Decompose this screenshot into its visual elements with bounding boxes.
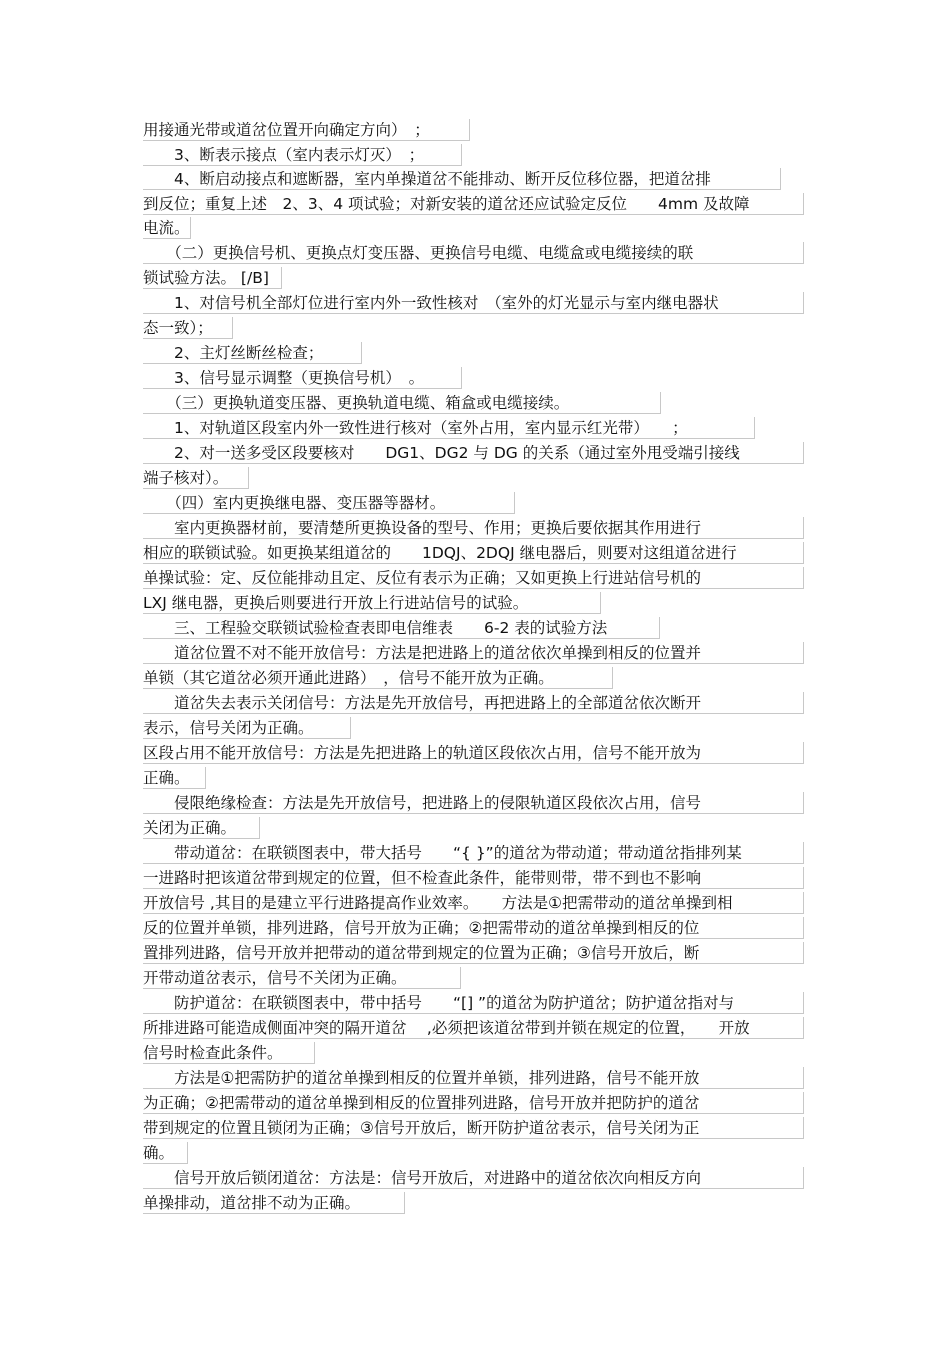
text-line: 到反位；重复上述 2、3、4 项试验；对新安装的道岔还应试验定反位 4mm 及故障 <box>143 193 804 215</box>
text-line: 关闭为正确。 <box>143 817 260 839</box>
text-line: 1、对轨道区段室内外一致性进行核对（室外占用，室内显示红光带） ； <box>143 417 755 439</box>
text-line: 1、对信号机全部灯位进行室内外一致性核对 （室外的灯光显示与室内继电器状 <box>143 292 804 314</box>
text-line: 正确。 <box>143 767 206 789</box>
text-line: 端子核对）。 <box>143 467 249 489</box>
text-line: 单锁（其它道岔必须开通此进路） ，信号不能开放为正确。 <box>143 667 613 689</box>
text-line: 2、对一送多受区段要核对 DG1、DG2 与 DG 的关系（通过室外甩受端引接线 <box>143 442 804 464</box>
text-line: 3、信号显示调整（更换信号机） 。 <box>143 367 462 389</box>
text-line: 单操排动，道岔排不动为正确。 <box>143 1192 405 1214</box>
text-line: 置排列进路，信号开放并把带动的道岔带到规定的位置为正确；③信号开放后，断 <box>143 942 804 964</box>
text-line: 2、主灯丝断丝检查； <box>143 342 362 364</box>
text-line: 道岔失去表示关闭信号：方法是先开放信号，再把进路上的全部道岔依次断开 <box>143 692 804 714</box>
text-line: 一进路时把该道岔带到规定的位置，但不检查此条件，能带则带，带不到也不影响 <box>143 867 804 889</box>
text-line: 信号时检查此条件。 <box>143 1042 315 1064</box>
text-line: 开带动道岔表示，信号不关闭为正确。 <box>143 967 461 989</box>
text-line: 确。 <box>143 1142 188 1164</box>
text-line: 带动道岔：在联锁图表中，带大括号 “{ }”的道岔为带动道；带动道岔指排列某 <box>143 842 804 864</box>
text-line: 锁试验方法。 [/B] <box>143 267 282 289</box>
text-line: LXJ 继电器，更换后则要进行开放上行进站信号的试验。 <box>143 592 601 614</box>
text-line: 用接通光带或道岔位置开向确定方向） ； <box>143 119 470 141</box>
text-line: 方法是①把需防护的道岔单操到相反的位置并单锁，排列进路，信号不能开放 <box>143 1067 804 1089</box>
text-line: 3、断表示接点（室内表示灯灭） ； <box>143 144 462 166</box>
text-line: 侵限绝缘检查：方法是先开放信号，把进路上的侵限轨道区段依次占用，信号 <box>143 792 804 814</box>
text-line: （四）室内更换继电器、变压器等器材。 <box>143 492 515 514</box>
text-line: 为正确；②把需带动的道岔单操到相反的位置排列进路，信号开放并把防护的道岔 <box>143 1092 804 1114</box>
text-line: 电流。 <box>143 219 190 237</box>
text-line: 带到规定的位置且锁闭为正确；③信号开放后，断开防护道岔表示，信号关闭为正 <box>143 1117 804 1139</box>
text-line: 态一致）； <box>143 317 233 339</box>
text-line: 信号开放后锁闭道岔：方法是：信号开放后，对进路中的道岔依次向相反方向 <box>143 1167 804 1189</box>
text-line: 开放信号 ,其目的是建立平行进路提高作业效率。 方法是①把需带动的道岔单操到相 <box>143 892 804 914</box>
text-line: 单操试验：定、反位能排动且定、反位有表示为正确；又如更换上行进站信号机的 <box>143 567 804 589</box>
text-line: 表示，信号关闭为正确。 <box>143 717 351 739</box>
text-line: （三）更换轨道变压器、更换轨道电缆、箱盒或电缆接续。 <box>143 392 661 414</box>
text-line: 所排进路可能造成侧面冲突的隔开道岔 ,必须把该道岔带到并锁在规定的位置， 开放 <box>143 1017 804 1039</box>
text-line: （二）更换信号机、更换点灯变压器、更换信号电缆、电缆盒或电缆接续的联 <box>143 242 804 264</box>
text-line: 防护道岔：在联锁图表中，带中括号 “[] ”的道岔为防护道岔；防护道岔指对与 <box>143 992 804 1014</box>
text-line: 室内更换器材前，要清楚所更换设备的型号、作用；更换后要依据其作用进行 <box>143 517 804 539</box>
text-line: 三、工程验交联锁试验检查表即电信维表 6-2 表的试验方法 <box>143 617 660 639</box>
text-line: 相应的联锁试验。如更换某组道岔的 1DQJ、2DQJ 继电器后，则要对这组道岔进行 <box>143 542 804 564</box>
text-line: 区段占用不能开放信号：方法是先把进路上的轨道区段依次占用，信号不能开放为 <box>143 742 804 764</box>
text-line: 4、断启动接点和遮断器，室内单操道岔不能排动、断开反位移位器，把道岔排 <box>143 168 781 190</box>
text-line: 反的位置并单锁，排列进路，信号开放为正确；②把需带动的道岔单操到相反的位 <box>143 917 804 939</box>
text-line: 道岔位置不对不能开放信号：方法是把进路上的道岔依次单操到相反的位置并 <box>143 642 804 664</box>
